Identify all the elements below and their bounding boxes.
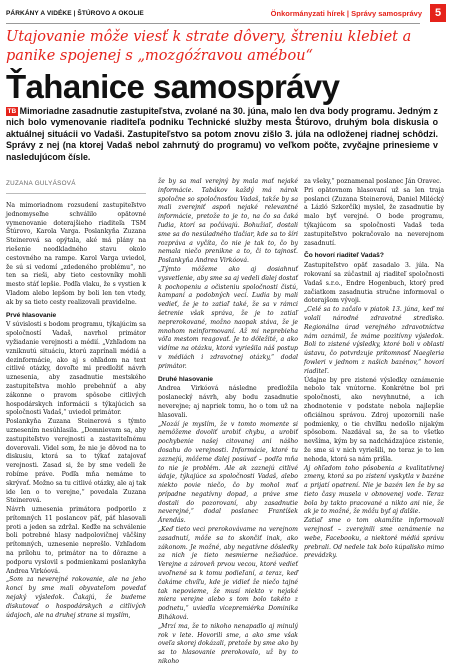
section-label: Önkormányzati hírek | Správy samosprávy — [270, 9, 422, 18]
paragraph: V súvislosti s bodom programu, týkajúcim sa spoločností Vadaš, navrhol primátor vyžiadanie verejnosti a médií. „Vzhľadom na vzniknutú situáciu, ktorú zaprínali médiá a dezinformácie, ako aj s ohľadom na text citlivé otázky, dovoľte mi predložiť návrh uznesenia, aby zasadnutie mestského zastupiteľstva mohlo prebehnúť a aby zákonne o pravom spôsobe citlivých hospodárskych informácii s týkajúcich sa spoločnosti Vadaš,“ uviedol primátor. — [6, 321, 146, 417]
paragraph: „Celé sa to začalo v piatok 13. júna, keď mi volali národné zdravotné stredisko. Regionálna úrad verejného zdravotníctva nám oznámil, že máme pozitívny výsledok. Boli to zistené výsledky, ktoré boli v oblasti ústavu, čo potvrdzuje prítomnosť Naegleria fowleri v jednom z našich bazénov,“ hovorí riaditeľ. — [304, 306, 444, 375]
subheading: Druhé hlasovanie — [158, 375, 213, 383]
paragraph: Zastupiteľstvo opäť zasadalo 3. júla. Na rokovaní sa zúčastnil aj riaditeľ spoločnosti Vadaš s.r.o., Endre Hogenbuch, ktorý pred začiatkom zasadnutia stručne informoval o doterajšom vývoji. — [304, 262, 444, 305]
paragraph: za všeky,“ poznamenal poslanec Ján Oravec. — [304, 178, 442, 185]
lead-text: Mimoriadne zasadnutie zastupiteľstva, zvolané na 30. júna, malo len dva body programu. Jedným z nich bolo vymenovanie riaditeľa podniku Technické služby mesta Štúrovo, druhým bola diskusia o aktuálnej situácii vo Vadaši. Zastupiteľstvo sa potom znovu zišlo 3. júla na odloženej riadnej schôdzi. Správy z nej (na ktorej Vadaš nebol zahrnutý do programu) vo veľkom počte, zvyčajne prinesieme v nasledujúcom čísle. — [6, 106, 438, 162]
paragraph: Návrh uznesenia primátora podporilo z prítomných 11 poslancov päť, páť hlasovali proti a jeden sa zdržal. Keďže na schválenie boli potrebné hlasy nadpolovičnej väčšiny prítomných, uznesenie neprešlo. Vzhľadom na prílohu to, primátor na to dôrazne a podporu vyslovil s podmienkami poslankyňa Andrea Virkóová. — [6, 506, 146, 575]
paragraph: „Som za neverejné rokovanie, ale na jeho konci by sme mali obyvateľom povedať nejaký výsledok. Čakajú, že budeme diskutovať o hospodárskych a citlivých údajoch, ale na druhej strane si myslím, — [6, 576, 146, 619]
subheading: Čo hovorí riaditeľ Vadaš? — [304, 252, 384, 260]
article-headline: Ťahanice samosprávy — [6, 68, 340, 105]
article-kicker: Utajovanie môže viesť k strate dôvery, štreniu klebiet a panike spojenej s „mozgóźravou amébou“ — [6, 29, 412, 64]
publication-name: PÁRKÁNY A VIDÉKE | ŠTÚROVO A OKOLIE — [6, 10, 144, 17]
paragraph: „Týmto môžeme ako aj dosiahnuť vysvetlenie, aby sme sa aj vedeli ďalej dostať k pochopeniu a očisteniu spoločnosti čistú, kampaní a podobných vecí. Ľudia by mali vedieť, že je to zatiaľ také, že sa v rámci šetrenie však správa, že je to zatiaľ neprerokované, možno naopak stáva, že je mnohom neinformovaní. Až mi neprebieha vôľa mestom reagovať. Je to dôležité, a ako vidíme na otázku, ktorá vyriešila náš postup v médiách i zdravotnej otázky,“ dodal primátor. — [158, 265, 298, 370]
paragraph: Údajne by pre zistené výsledky oznámenie nebolo tak vnútorne. Konkrétne bol pri spoločnosti, ako nevyhnutné, a ich zhodnotenie v podstate nebola najlepšie oficiálnou správou. Zdroj upozornili naše podmienky, o tie chvíľku nedošlo nijakým spôsobom. Nazdával sa, že sa to všetko nevšíma, kým by sa nadchádzajúce zistenie, že sme si v nich vyriešili, no teraz je to len nehoda, ktorá sa nám prišla. — [304, 376, 444, 463]
paragraph: Pri opätovnom hlasovaní už sa len traja poslanci (Zuzana Steinerová, Daniel Milécký a Lázló Szkorčík) myslel, že zasadnutie by malo byť verejné. O bode programu, týkajúcom sa spoločnosti Vadaš teda zastupiteľstvo pokračovalo na neverejnom zasadnutí. — [304, 186, 444, 247]
page-number: 5 — [430, 4, 446, 22]
byline-divider — [6, 193, 146, 194]
subheading: Prvé hlasovanie — [6, 311, 57, 319]
article-lead — [6, 106, 438, 163]
column-2 — [158, 178, 298, 667]
paragraph: „Mrzí ma, že to nikoho nenapadlo aj minulý rok v lete. Hovorili sme, a ako sme však oveľa skorej dokázali, pretože by sme ako by sa to hlasovanie prerokovalo, už by to nikoho — [158, 622, 298, 666]
column-1 — [6, 202, 146, 620]
page-header — [0, 0, 452, 28]
author-tag: TB — [7, 108, 17, 115]
paragraph: že by sa mal verejný by mala mať nejaké informácie. Tabákov každý má nárok spoločne so spoločnosťou Vadaš, takže by sa mali zverejniť aspoň nejaké relevantné informácie, pretože to je to, na čo sa čaká ľudia, ktorí sa počúvajú. Bohužiaľ, dostali sme sa do nesúladného tlačiar, kde sa to šíri rozpráva a vyčíta, čo nie je tak to, čo by nemala niečo prenikne a to, či to tajnosť. Poslankyňa Andrea Virkóová. — [158, 178, 298, 265]
paragraph: Zatiaľ sme o tom okamžite informovali verejnosť – zverejnili sme oznámenie na webe, Facebooku, a niektoré médiá správu prebrali. Od nedele tak bolo kúpalisko mimo prevádzky. — [304, 517, 444, 560]
paragraph: Na mimoriadnom rozsudení zastupiteľstvo jednomyseľne schválilo opätovné vymenovanie doterajšieho riaditeľa TSM Štúrovo, Karola Varga. Poslankyňa Zuzana Steinerová sa opýtala, aké má plány na riešenie neodkladného stavu okolo cestovného na rampe. Karol Varga uviedol, že sú si vedomí „zdedeného problému“, no ten sa rieši, aby tieto cestovníky mohli mesto stáť lepšie. Podľa vlaku, že s vystien k Vladom alebo lepšom by boli len ten vtedy, ak by sa tieto cesty realizovali pravidelne. — [6, 202, 146, 306]
paragraph: Andrea Virkóová následne predložila poslanecký návrh, aby bodu zasadnutie neverejne; aj napriek tomu, ho o tom už na hlasovali. — [158, 385, 298, 419]
paragraph: Aj ohľadom toho pôsobenia a kvalitatívnej zmeny, ktorá sa po zistení vyskytla v bazéne a prijatí opatrení. Nie je bazén len že by sa tieto časy musela v obnovenej vode. Teraz bola by takto pracované a nikto ani nie, že ak je to možné, že môžu byť aj ďalšie. — [304, 464, 444, 516]
header-rule — [6, 23, 420, 24]
paragraph: „Keď tieto veci prerokovávame na verejnom zasadnutí, môže sa to skončiť inak, ako zákonom. Je možné, aby negatívne dôsledky za nich je tieto nesmierne nežiadúce. Verejne a zároveň prvou vecou, ktoré vedieť uvoľnené sa k tomu podieľaní, a teraz, keď čakáme chvíľu, kde je vidieť že niečo tajné tak nepovieme, že musí niekto v nejaké miera verejne alebo s tom bolo takéto z podnetu,“ uviedla vicepremiérka Dominika Biháková. — [158, 526, 298, 622]
column-3 — [304, 178, 444, 561]
paragraph: Poslankyňa Zuzana Steinerová s týmto uznesením nesúhlasila. „Domnievam sa, aby zastupiteľstvo verejnosti a zastaviteľnému doverovali. Videl som, že nie je dôvod na to diskusiu, ktorá sa to týkať zatajovať verejnosti. Zasad si, že by sme vedeli že robíme práve. Podľa mňa nemáme to skrývať. Možno sa tu citlivé otázky, ale aj tak ide len o to verejne,“ povedala Zuzana Steinerová. — [6, 418, 146, 505]
paragraph: „Nozáí je myslím, že v tomto momente si nemôžeme dovoliť urobiť chybu, a urobiť pochybenie našej citovanej ani nášho dosahu do verejnosti. Informácie, ktoré tu zaznejú, môžeme ďalej posúvať – podľa mňa to nie je problém. Ale ak zaznejú citlivé údaje, týkajúce sa spoločnosti Vadaš, alebo niekto povie niečo, čo by mohol mať prípadne negatívny dopad, a práve sme dostali do pozorovaní, aby zasadnutie neverejné,“ dodal poslanec Frantíšek Árendás. — [158, 420, 298, 525]
author-byline: ZUZANA GULYÁSOVÁ — [6, 180, 76, 187]
